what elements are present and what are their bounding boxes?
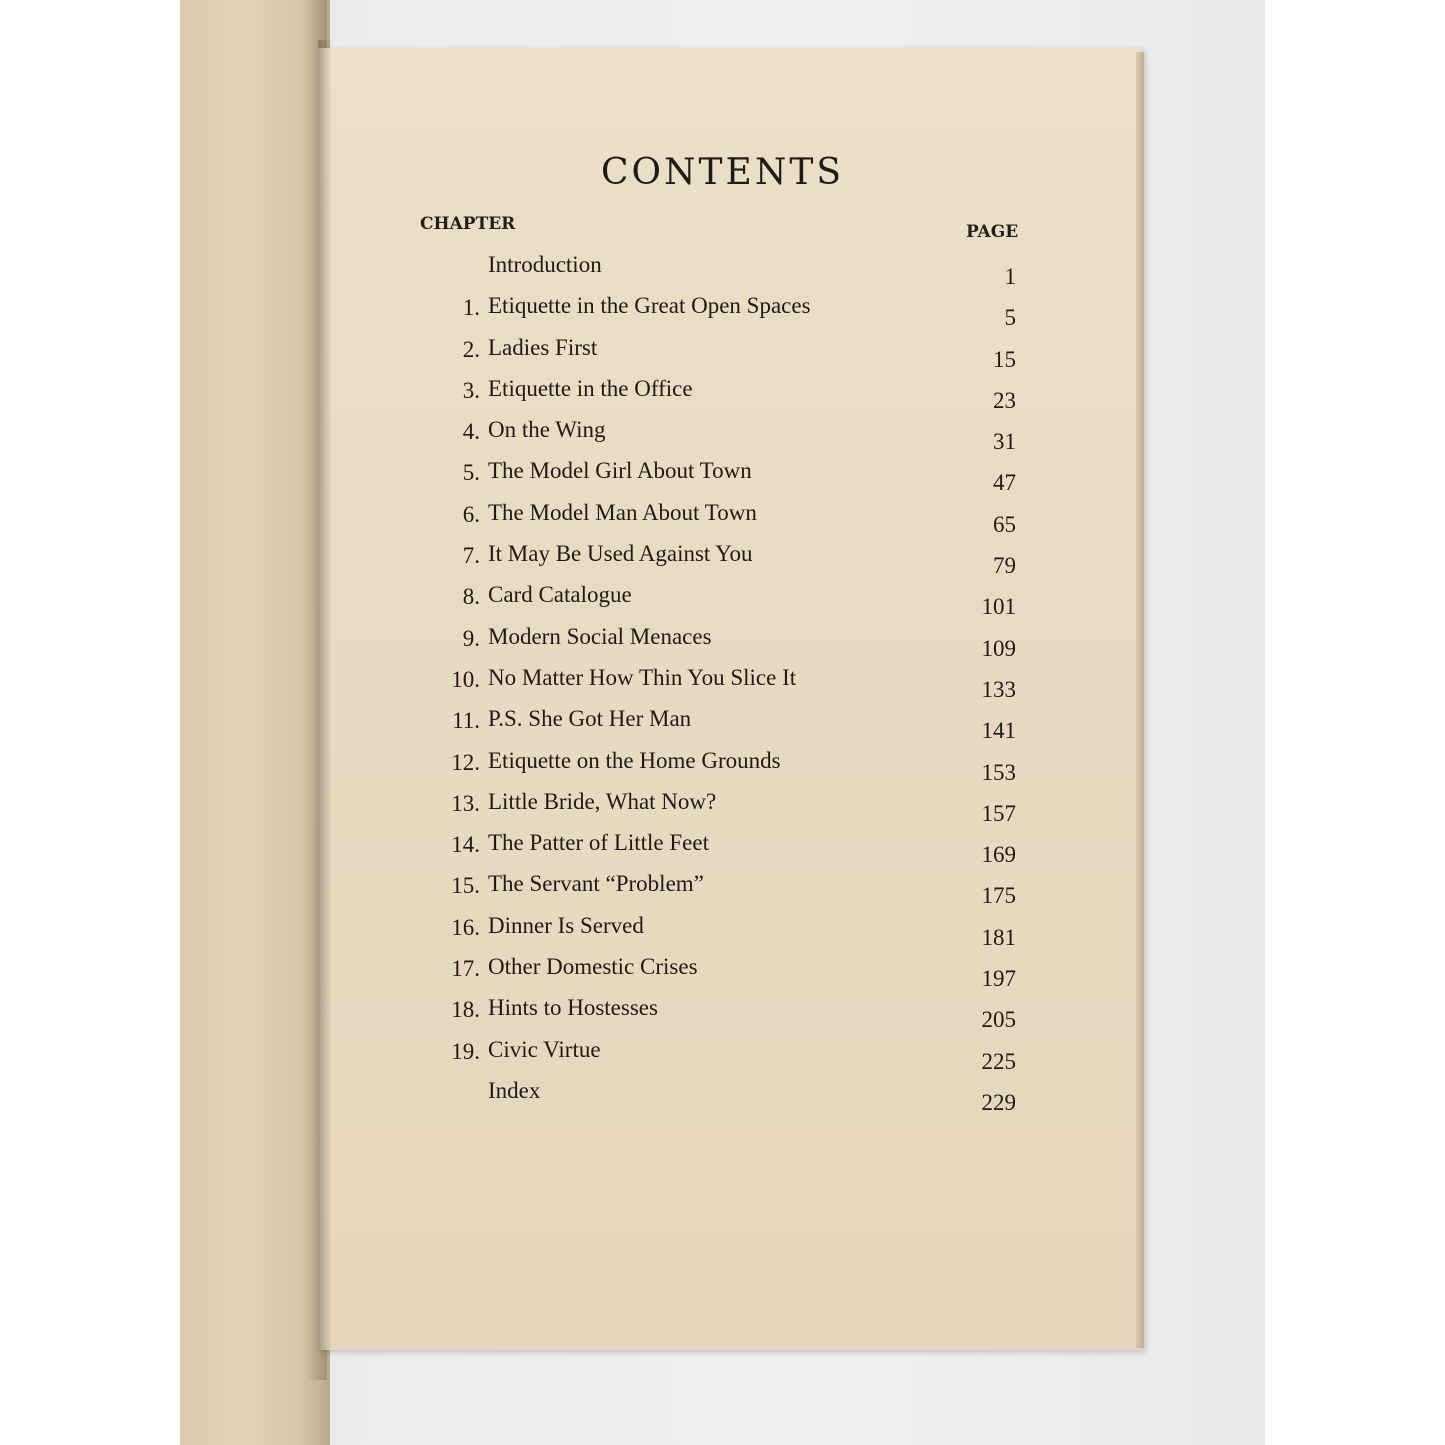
chapter-number: 2. — [462, 336, 480, 362]
page-number: 157 — [981, 800, 1016, 826]
chapter-number: 17. — [451, 956, 480, 982]
chapter-title: Modern Social Menaces — [488, 623, 712, 649]
chapter-title: The Model Man About Town — [488, 499, 757, 525]
chapter-number: 5. — [462, 460, 480, 486]
chapter-number: 7. — [462, 543, 480, 569]
chapter-number: 19. — [451, 1038, 480, 1064]
toc-entry — [440, 865, 1030, 909]
chapter-title: Dinner Is Served — [488, 912, 644, 938]
toc-entry — [440, 948, 1030, 992]
toc-entry — [440, 287, 1030, 331]
toc-entry — [440, 535, 1030, 579]
page-number: 225 — [981, 1048, 1016, 1074]
page-number: 229 — [981, 1089, 1016, 1115]
chapter-title: On the Wing — [488, 417, 606, 443]
toc-entry — [440, 576, 1030, 620]
chapter-number: 16. — [451, 914, 480, 940]
chapter-number: 18. — [451, 997, 480, 1023]
toc-entry — [440, 824, 1030, 868]
toc-entry — [440, 370, 1030, 411]
chapter-title: Etiquette in the Office — [488, 375, 693, 401]
page-number: 205 — [981, 1007, 1016, 1033]
page-number: 65 — [993, 511, 1016, 537]
page-number: 197 — [981, 966, 1016, 992]
toc-entry — [440, 494, 1030, 535]
toc-entry — [440, 1031, 1030, 1072]
chapter-title: Hints to Hostesses — [488, 995, 658, 1021]
chapter-number: 13. — [451, 790, 480, 816]
page-number: 153 — [981, 759, 1016, 785]
page-number: 109 — [981, 635, 1016, 661]
chapter-title: Civic Virtue — [488, 1036, 601, 1062]
chapter-number: 14. — [451, 832, 480, 858]
chapter-title: P.S. She Got Her Man — [488, 706, 692, 732]
toc-entry — [440, 1072, 1030, 1113]
page-number: 23 — [993, 387, 1016, 413]
chapter-column-header: CHAPTER — [420, 214, 516, 234]
chapter-number: 9. — [462, 625, 480, 651]
page-number: 1 — [1004, 264, 1016, 289]
chapter-number: 8. — [462, 584, 480, 610]
chapter-number: 4. — [462, 419, 480, 445]
page-column-header: PAGE — [966, 222, 1019, 242]
page-title-text: CONTENTS — [600, 152, 845, 193]
chapter-title: The Patter of Little Feet — [488, 830, 709, 856]
page-number: 175 — [981, 883, 1016, 909]
chapter-title: Card Catalogue — [488, 582, 632, 608]
toc-entries — [440, 246, 1030, 1113]
page-number: 79 — [993, 553, 1016, 579]
chapter-number: 1. — [462, 295, 480, 321]
page-number: 181 — [981, 924, 1016, 950]
chapter-number: 6. — [462, 501, 480, 527]
toc-entry — [440, 907, 1030, 948]
page-number: 15 — [993, 346, 1016, 372]
toc-entry — [440, 246, 1030, 287]
chapter-title: Introduction — [488, 252, 602, 277]
page-number: 5 — [1004, 305, 1016, 331]
chapter-title: Etiquette on the Home Grounds — [488, 747, 781, 773]
toc-entry — [440, 329, 1030, 370]
page-edge — [1136, 52, 1144, 1348]
toc-entry — [440, 411, 1030, 455]
chapter-number: 3. — [462, 377, 480, 403]
chapter-number: 11. — [452, 708, 480, 734]
toc-entry — [440, 742, 1030, 783]
gutter-shadow — [318, 40, 332, 1350]
page-number: 31 — [993, 429, 1016, 455]
chapter-title: No Matter How Thin You Slice It — [488, 664, 797, 690]
toc-entry — [440, 989, 1030, 1033]
page-number: 47 — [993, 470, 1016, 496]
page-number: 141 — [981, 718, 1016, 744]
toc-entry — [440, 618, 1030, 659]
chapter-title: Index — [488, 1077, 541, 1103]
chapter-number: 10. — [451, 666, 480, 692]
toc-entry — [440, 783, 1030, 824]
page-title — [0, 152, 1445, 193]
page-number: 169 — [981, 842, 1016, 868]
chapter-title: Etiquette in the Great Open Spaces — [488, 293, 811, 319]
chapter-title: The Model Girl About Town — [488, 458, 752, 484]
page-number: 133 — [981, 676, 1016, 702]
chapter-title: Other Domestic Crises — [488, 954, 698, 980]
chapter-title: The Servant “Problem” — [488, 871, 704, 897]
chapter-number: 15. — [451, 873, 480, 899]
toc-entry — [440, 452, 1030, 496]
chapter-number: 12. — [451, 749, 480, 775]
toc-entry — [440, 659, 1030, 700]
page-number: 101 — [981, 594, 1016, 620]
chapter-title: It May Be Used Against You — [488, 541, 753, 567]
chapter-title: Ladies First — [488, 334, 598, 360]
toc-entry — [440, 700, 1030, 744]
chapter-title: Little Bride, What Now? — [488, 788, 717, 814]
